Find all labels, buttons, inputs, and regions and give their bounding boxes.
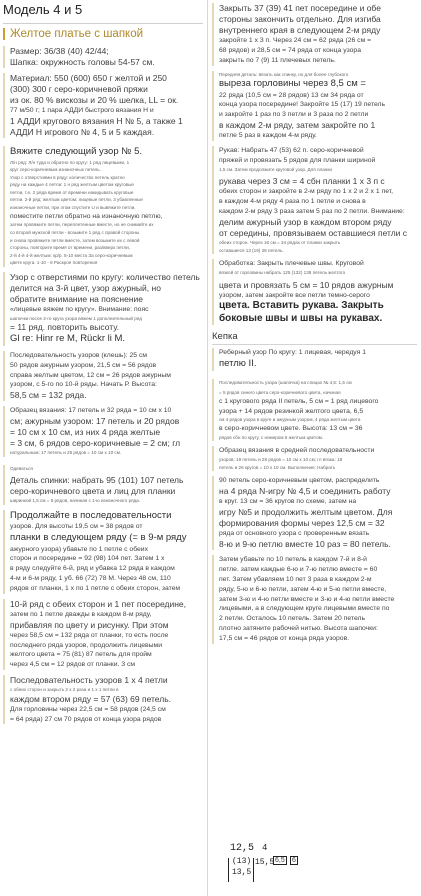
continue2-line: последнего ряда узоров, продолжить лицевыми — [10, 641, 163, 649]
armhole-line: Для горловины через 22,5 см = 58 рядов (24,5 см — [10, 705, 166, 713]
finishing-block — [212, 259, 417, 325]
front-line: 22 ряда (10,5 см = 28 рядов) 13 см 34 ряда от — [219, 91, 364, 99]
sleeve-line: в каждом 4-м ряду 4 раза по 1 петле и снова в — [219, 198, 366, 206]
pattern-note: круг серо-коричневым изнаночных петель. — [10, 167, 101, 173]
material-block — [3, 73, 203, 138]
continue-line: узоров. Для высоты 19,5 см = 38 рядов от — [10, 523, 143, 531]
neck-block — [212, 3, 417, 66]
hat-decrease-line: пет. Затем убавляем 10 пет 3 раза в каждом 2-м — [219, 575, 372, 583]
pattern-note: со второй мужской петли - возьмите 1 ряд с правой стороны — [10, 229, 140, 235]
front-line: в каждом 2-м ряду, затем закройте по 1 — [219, 120, 376, 131]
openwork-line: = 11 ряд. повторить высоту. — [10, 322, 120, 333]
hat-decrease-line: 17,5 см = 46 рядов от конца ряда узоров. — [219, 634, 350, 642]
gauge-block — [3, 406, 203, 457]
hat-decrease-line: плотно затяните рабочей нитью. Высота шапочки: — [219, 625, 378, 633]
hat-sequence-note: = 5 рядов синего цвета серо-коричневого цвета, начиная — [219, 390, 341, 396]
front-line: и закройте 1 раз по 3 петли и 3 раза по 2 петли — [219, 111, 369, 119]
hat-decrease-line: ряду, 5-ю и 6-ю петли, затем 4-ю и 5-ю петли вместе, — [219, 585, 387, 593]
pattern-note: Узор с отверстиями в ряду: количество петель кратно — [10, 174, 125, 180]
continue2-line: прибавляя по цвету и рисунку. При этом — [10, 619, 169, 630]
armhole-line: Последовательность узоров 1 х 4 петли — [10, 675, 168, 686]
hat-sequence-note: рядов сбн по кругу, с номером 5 желтым цветом. — [219, 434, 324, 440]
hat-cast-line: формирования формы через 12,5 см = 32 — [219, 518, 385, 529]
neck-line: внутреннего края в следующем 2-м ряду — [219, 25, 381, 36]
gauge-line: см; ажурным узором: 17 петель и 20 рядов — [10, 416, 180, 427]
hat-sequence-block — [212, 379, 417, 442]
hat-cast-block — [212, 476, 417, 550]
diagram-number: 15,5 — [255, 858, 275, 867]
neck-line: закрыть по 7 (9) 11 плечевых петель. — [219, 56, 336, 64]
front-line: петле 5 раз в каждом 4-м ряду. — [219, 132, 317, 140]
hat-rib-block — [212, 348, 417, 370]
neck-line: закройте 1 х 3 п. Через 24 см = 62 ряда (26 см = — [219, 37, 372, 45]
continue2-block — [3, 599, 203, 670]
continue-block — [3, 510, 203, 594]
continue-line: в ряду следуйте 6-й, ряд и убавка 12 ряда в каждом — [10, 565, 175, 573]
pattern-note: поместите петли обратно на изнаночную петлю, — [10, 212, 163, 220]
gauge-line: = 10 см x 10 см, из них 4 ряда желтые — [10, 427, 161, 438]
openwork-line: обратите внимание на пояснение — [10, 293, 144, 304]
continue-line: ажурного узора) убавьте по 1 петле с обеих — [10, 545, 148, 553]
column-divider — [207, 0, 208, 896]
front-note: Передняя деталь: вязать как спинку, но для более глубокого — [219, 71, 349, 77]
material-line: (300) 300 г серо-коричневой пряжи — [10, 84, 148, 95]
front-line: конца узора посередине! Закройте 15 (17) 19 петель — [219, 101, 386, 109]
openwork-line: делится на 3-й цвет, узор ажурный, но — [10, 282, 161, 293]
hat-cast-line: 90 петель серо-коричневым цветом, распределить — [219, 477, 380, 485]
sleeve-line: обеих сторон и закройте в 2-м ряду по 1 х 2 и 2 х 1 пет, — [219, 188, 394, 196]
pattern-note: петли. 2-й ряд: желтым цветом: лицевые петли, 3 убавленные — [10, 197, 143, 203]
finishing-note: вязкой от горловины набрать 125 (132) 138 петель желтого — [219, 269, 346, 275]
sleeve-note: обеих сторон. Через 16 см = 34 рядах от планки закрыть — [219, 239, 341, 245]
diagram-number: 6,5 — [275, 857, 285, 864]
continue2-line: через 4,5 см = 12 рядов от планки. 3 см — [10, 661, 136, 669]
pattern-heading: Вяжите следующий узор № 5. — [10, 146, 143, 158]
right-column — [212, 3, 417, 649]
hat-cast-line: игру №5 и продолжить желтым цветом. Для — [219, 507, 393, 518]
continue2-line: 10-й ряд с обеих сторон и 1 пет посередине, — [10, 598, 187, 609]
gauge-note: натуральным: 17 петель и 26 рядов = 10 см х 10 см. — [10, 450, 122, 456]
hat-decrease-line: 2 петли. Осталось 10 петель. Затем 20 петель — [219, 615, 366, 623]
hat-gauge-line: узоров: 19 петель и 28 рядов = 10 см x 10 см; гл вязка: 18 — [219, 457, 343, 463]
hat-decrease-line: петле. затем каждые 6-ю и 7-ю петлю вместе = 60 — [219, 566, 378, 574]
openwork-note: шапочки после 2-го круга узора вяжем 1 дополнительный ряд — [10, 315, 142, 321]
sequence-line: справа желтым цветом, 12 см = 26 рядов ажурным — [10, 371, 171, 379]
pattern-note: изнаночные петли, при этом спустите U и вывяжите петли, — [10, 204, 136, 210]
gauge-line: = 3 см, 6 рядов серо-коричневые = 2 см; гл — [10, 438, 181, 449]
finishing-line: цвета и провязать 5 см = 10 рядов ажурным — [219, 279, 394, 290]
sequence-line: 58,5 см = 132 ряда. — [10, 390, 87, 401]
hat-cast-line: 8-ю и 9-ю петлю вместе 10 раз = 80 петель. — [219, 539, 391, 550]
sequence-line: 50 рядов ажурным узором, 21,5 см = 56 рядов — [10, 361, 157, 369]
sleeve-line: от середины, провязываем оставшиеся петли с — [219, 227, 408, 238]
schematic-diagram — [226, 842, 306, 896]
diagram-number: 4 — [262, 843, 268, 853]
sequence-line: узором, с 5-го по 10-й ряды. Начать Р. Высота: — [10, 381, 157, 389]
left-column — [3, 0, 203, 729]
material-line: 1 АДДИ кругового вязания Н № 5, а также 1 — [10, 116, 183, 127]
diagram-line — [228, 858, 229, 882]
sleeve-line: Рукав: Набрать 47 (53) 62 п. серо-коричневой — [219, 147, 364, 155]
diagram-number: 6 — [292, 857, 296, 864]
continue-line: Продолжайте в последовательности — [10, 510, 172, 522]
hat-rib-line: Реберный узор По кругу: 1 лицевая, чередуя 1 — [219, 349, 366, 357]
sleeve-note: оставшиеся 13 (19) 28 петель. — [219, 247, 284, 253]
finishing-line: Обработка: Закрыть плечевые швы. Круговой — [219, 260, 364, 268]
size-block — [3, 46, 203, 68]
size-line: Размер: 36/38 (40) 42/44; — [10, 46, 109, 56]
pattern-note: и снова провяжите петли вместе, затем возьмите их с левой — [10, 237, 140, 243]
continue2-line: желтого цвета = 75 (81) 87 петель для пройм — [10, 651, 152, 659]
hat-sequence-note: с 1 кругового ряда II петель, 5 см = 1 ряд лицевого — [219, 397, 379, 405]
pattern-note: 2-й 4-й 4-й желтым: кр/р. 5-10 места За серо-коричневым — [10, 252, 133, 258]
diagram-number: (13) — [232, 857, 252, 866]
finishing-line: цвета. Вставить рукава. Закрыть — [219, 300, 384, 312]
hat-sequence-note: см 4 рядов узора в круге и ажурным узором, 4 ряда желтым цвета — [219, 417, 361, 423]
continue2-line: затем по 1 петле дважды в каждом 8-м ряду, — [10, 610, 152, 618]
pattern-note: петли, т.е. 2 ряда время от времени накидывать круговые — [10, 189, 134, 195]
pattern-note: стороны, повторите время от времени, раз/вверх петли, — [10, 245, 130, 251]
hat-cast-line: на 4 ряда N-игру № 4,5 и соединить работу — [219, 486, 391, 497]
material-line: из ок. 80 % вискозы и 20 % шелка, LL = ок. — [10, 95, 179, 106]
sleeve-note: 1,5 см. Затем продолжите круговой узор. Для планки — [219, 166, 332, 172]
pattern-block — [3, 146, 203, 267]
armhole-line: = 64 ряда) 27 см 70 рядов от конца узора рядов — [10, 715, 162, 723]
sequence-block — [3, 351, 203, 401]
sequence-line: Последовательность узоров (клешь): 25 см — [10, 351, 148, 359]
pattern-note: затем провяжите петли, переплетенные вместе, но не снимайте их — [10, 222, 154, 228]
hat-heading: Кепка — [212, 331, 417, 345]
continue-line: рядов от планки, 1 х по 1 петле с обеих сторон, затем — [10, 584, 181, 592]
hat-decrease-line: затем 3-ю и 4-ю петли вместе и 3-ю и 4-ю петли вместе — [219, 595, 395, 603]
neck-line: 68 рядов) и 28,5 см = 74 ряда от конца узора — [219, 46, 361, 54]
continue2-line: через 58,5 см = 132 ряда от планки, то есть после — [10, 631, 169, 639]
continue-line: 4-м и 6-м ряду, 1 уб. 66 (72) 78 М. Через 48 см, 110 — [10, 575, 171, 583]
hat-decrease-line: лицевыми, а в следующем круге лицевыми вместе по — [219, 605, 390, 613]
sleeve-line: рукава через 3 см = 4 сбн планки 1 х 3 п с — [219, 176, 385, 187]
pattern-note: Л/н ряд: Л/н туда и обратно по кругу: 1 ряд лицевыми, 1 — [10, 159, 130, 165]
pattern-note: цвете круга. 1-10 - 6 Раскрое повторения — [10, 260, 98, 266]
neck-line: стороны закончить отдельно. Для изгиба — [219, 14, 381, 25]
back-block — [3, 465, 203, 505]
page-title: Модель 4 и 5 — [3, 0, 203, 24]
armhole-line: с обеих сторон и закрыть 2 х 2 раза и 1 х 1 петли в — [10, 687, 119, 693]
openwork-line: Gl re: Hinr re M, Rückr li M. — [10, 333, 126, 345]
finishing-line: узором, затем закройте все петли темно-серого — [219, 291, 370, 299]
material-line: 77 м/50 г; 1 пара АДДИ быстрого вязания Н и — [10, 107, 154, 115]
openwork-block — [3, 272, 203, 346]
openwork-line: «лицевые вяжем по кругу». Внимание: пояс — [10, 306, 149, 314]
diagram-line — [253, 858, 254, 882]
hat-gauge-line: петель и 26 кругов = 10 х 10 см. Выполнение: Набрать — [219, 464, 336, 470]
front-block — [212, 71, 417, 141]
material-line: АДДИ Н игрового № 4, 5 и 5 каждая. — [10, 127, 155, 138]
continue-line: сторон и посередине = 92 (98) 104 пет. Затем 1 х — [10, 555, 165, 563]
hat-cast-line: ряда от основного узора с проверенным вязать — [219, 530, 370, 538]
back-line: Деталь спинки: набрать 95 (101) 107 петель — [10, 475, 184, 486]
sleeve-line: каждом 2-м ряду 3 раза затем 5 раз по 2 петли. Внимание: — [219, 208, 405, 216]
neck-line: Закрыть 37 (39) 41 пет посередине и обе — [219, 3, 381, 13]
material-line: Материал: 550 (600) 650 г желтой и 250 — [10, 73, 167, 84]
diagram-number: 13,5 — [232, 868, 252, 877]
hat-gauge-block — [212, 446, 417, 471]
back-line: серо-коричневого цвета и лиц для планки — [10, 486, 176, 497]
hat-gauge-line: Образец вязания в средней последовательности — [219, 447, 375, 455]
front-line: выреза горловины через 8,5 см = — [219, 78, 366, 90]
hat-sequence-note: узора + 14 рядов резинкой желтого цвета, 6,5 — [219, 407, 364, 415]
hat-decrease-block — [212, 555, 417, 644]
hat-sequence-line: Последовательность узора (шапочка) на спицах № 4,5: 1,5 см — [219, 379, 352, 385]
back-note: ширинкой 1,5 см = 5 рядов, начиная с 1-ю изнаночного ряда. — [10, 498, 141, 504]
hat-decrease-line: Затем убавьте по 10 петель в каждом 7-й и 8-й — [219, 556, 367, 564]
diagram-number: 12,5 — [230, 843, 255, 854]
armhole-line: каждом втором ряду = 57 (63) 69 петель. — [10, 693, 172, 704]
continue-line: планки в следующем ряду (= в 9-м ряду — [10, 532, 187, 544]
armhole-block — [3, 675, 203, 724]
back-label: Одеваться — [10, 465, 33, 471]
openwork-line: Узор с отверстиями по кругу: количество петель — [10, 271, 200, 282]
hat-rib-line: петлю II. — [219, 358, 257, 370]
model-subtitle: Желтое платье с шапкой — [3, 28, 203, 40]
size-line: Шапка: окружность головы 54-57 см. — [10, 57, 155, 68]
sleeve-line: делим ажурный узор в каждом втором ряду — [219, 216, 392, 227]
hat-cast-line: в круг. 13 см = 36 кругов по схеме, затем на — [219, 498, 357, 506]
hat-sequence-note: в серо-коричневом цвете. Высота: 13 см = 36 — [219, 425, 363, 433]
sleeve-block — [212, 146, 417, 254]
pattern-note: ряду на каждые 4 петли: 1 н ряд желтым цветом круговые — [10, 182, 134, 188]
finishing-line: боковые швы и швы на рукавах. — [219, 312, 383, 324]
gauge-line: Образец вязания: 17 петель и 32 ряда = 10 см x 10 — [10, 407, 172, 415]
sleeve-line: пряжей и провязать 5 рядов для планки шириной — [219, 156, 376, 164]
